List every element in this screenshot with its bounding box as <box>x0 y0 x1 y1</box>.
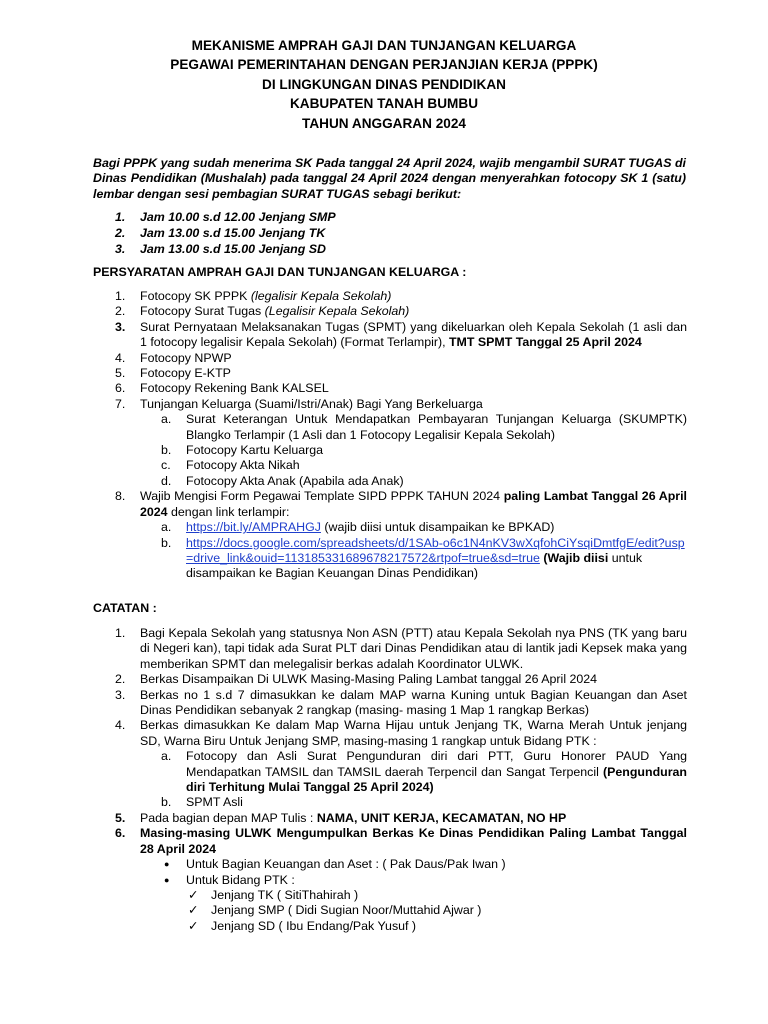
title-line-5: TAHUN ANGGARAN 2024 <box>302 115 466 131</box>
note-item: 2. Berkas Disampaikan Di ULWK Masing-Masing Paling Lambat tanggal 26 April 2024 <box>115 672 598 687</box>
note-bullet: ● Untuk Bagian Keuangan dan Aset : ( Pak Daus/Pak Iwan ) <box>164 857 506 872</box>
note-subitem: a. Fotocopy dan Asli Surat Pengunduran diri dari PTT, Guru Honorer PAUD Yang Mendapatkan TAMSIL dan TAMSIL daerah Terpencil dan Sangat Terpencil (Pengunduran diri Terhitung Mulai Tanggal 25 April 2024) <box>161 749 687 795</box>
requirement-item: 1. Fotocopy SK PPPK (legalisir Kepala Sekolah) <box>115 289 392 303</box>
notes-list <box>115 626 687 934</box>
note-subitem: b. SPMT Asli <box>161 795 243 810</box>
note-item: 6. Masing-masing ULWK Mengumpulkan Berkas Ke Dinas Pendidikan Paling Lambat Tanggal 28 April 2024 <box>115 826 687 856</box>
note-item: 4. Berkas dimasukkan Ke dalam Map Warna Hijau untuk Jenjang TK, Warna Merah Untuk jenjang SD, Warna Biru Untuk Jenjang SMP, masing-masing 1 rangkap untuk Bidang PTK : <box>115 718 687 748</box>
requirement-item: 7. Tunjangan Keluarga (Suami/Istri/Anak) Bagi Yang Berkeluarga <box>115 396 483 411</box>
requirement-item: 8. Wajib Mengisi Form Pegawai Template SIPD PPPK TAHUN 2024 paling Lambat Tanggal 26 April 2024 dengan link terlampir: <box>115 489 687 519</box>
title-line-1: MEKANISME AMPRAH GAJI DAN TUNJANGAN KELUARGA <box>191 38 577 53</box>
requirement-item: 3. Surat Pernyataan Melaksanakan Tugas (SPMT) yang dikeluarkan oleh Kepala Sekolah (1 asli dan 1 fotocopy legalisir Kepala Sekolah) (Format Terlampir), TMT SPMT Tanggal 25 April 2024 <box>115 319 687 350</box>
schedule-list <box>115 210 336 258</box>
note-check-item: ✓ Jenjang TK ( SitiThahirah ) <box>188 887 359 902</box>
google-sheet-link[interactable]: https://docs.google.com/spreadsheets/d/1SAb-o6c1N4nKV3wXqfohCiYsqiDmtfgE/edit?usp=drive_link&ouid=113185331689678217572&rtpof=true&sd=true <box>186 535 685 565</box>
note-check-item: ✓ Jenjang SD ( Ibu Endang/Pak Yusuf ) <box>188 918 417 933</box>
requirement-subitem: b. https://docs.google.com/spreadsheets/d/1SAb-o6c1N4nKV3wXqfohCiYsqiDmtfgE/edit?usp=drive_link&ouid=113185331689678217572&rtpof=true&sd=true (Wajib diisi untuk disampaikan ke Bagian Keuangan Dinas Pendidikan) <box>161 535 685 581</box>
requirements-heading: PERSYARATAN AMPRAH GAJI DAN TUNJANGAN KELUARGA : <box>93 265 467 279</box>
note-check-item: ✓ Jenjang SMP ( Didi Sugian Noor/Muttahid Ajwar ) <box>188 903 482 918</box>
schedule-item: 2. Jam 13.00 s.d 15.00 Jenjang TK <box>115 226 326 240</box>
checkmark-icon: ✓ <box>188 903 199 918</box>
schedule-item: 1. Jam 10.00 s.d 12.00 Jenjang SMP <box>115 210 336 224</box>
checkmark-icon: ✓ <box>188 887 199 902</box>
note-bullet: ● Untuk Bidang PTK : <box>164 872 295 887</box>
requirement-item: 4. Fotocopy NPWP <box>115 350 232 365</box>
note-item: 1. Bagi Kepala Sekolah yang statusnya Non ASN (PTT) atau Kepala Sekolah nya PNS (TK yang baru di Negeri kan), tapi tidak ada Surat PLT dari Dinas Pendidikan atau di lantik jadi Kepsek maka yang memberikan SPMT dan melegalisir berkas adalah Koordinator ULWK. <box>115 626 687 671</box>
bitly-link[interactable]: https://bit.ly/AMPRAHGJ <box>186 520 321 535</box>
note-item: 3. Berkas no 1 s.d 7 dimasukkan ke dalam MAP warna Kuning untuk Bagian Keuangan dan Aset Dinas Pendidikan sebanyak 2 rangkap (masing- masing 1 Map 1 rangkap Berkas) <box>115 687 687 718</box>
schedule-item: 3. Jam 13.00 s.d 15.00 Jenjang SD <box>115 242 326 256</box>
notes-heading: CATATAN : <box>93 601 157 615</box>
checkmark-icon: ✓ <box>188 918 199 933</box>
bullet-icon: ● <box>164 859 170 870</box>
title-line-3: DI LINGKUNGAN DINAS PENDIDIKAN <box>262 76 506 92</box>
note-item: 5. Pada bagian depan MAP Tulis : NAMA, UNIT KERJA, KECAMATAN, NO HP <box>115 810 567 825</box>
requirement-subitem: a. https://bit.ly/AMPRAHGJ (wajib diisi untuk disampaikan ke BPKAD) <box>161 520 555 535</box>
title-line-4: KABUPATEN TANAH BUMBU <box>289 96 479 112</box>
requirements-list <box>115 289 687 582</box>
requirement-item: 6. Fotocopy Rekening Bank KALSEL <box>115 381 329 396</box>
requirement-item: 5. Fotocopy E-KTP <box>115 366 231 381</box>
requirement-subitem: a. Surat Keterangan Untuk Mendapatkan Pembayaran Tunjangan Keluarga (SKUMPTK) Blangko Terlampir (1 Asli dan 1 Fotocopy Legalisir Kepala Sekolah) <box>161 412 687 442</box>
bullet-icon: ● <box>164 874 170 885</box>
requirement-subitem: d. Fotocopy Akta Anak (Apabila ada Anak) <box>161 473 404 488</box>
document-title <box>0 36 768 133</box>
requirement-item: 2. Fotocopy Surat Tugas (Legalisir Kepala Sekolah) <box>115 304 410 319</box>
requirement-subitem: c. Fotocopy Akta Nikah <box>161 458 300 473</box>
title-line-2: PEGAWAI PEMERINTAHAN DENGAN PERJANJIAN KERJA (PPPK) <box>170 57 598 73</box>
intro-paragraph: Bagi PPPK yang sudah menerima SK Pada tanggal 24 April 2024, wajib mengambil SURAT TUGAS di Dinas Pendidikan (Mushalah) pada tanggal 24 April 2024 dengan menyerahkan fotocopy SK 1 (satu) lembar dengan sesi pembagian SURAT TUGAS sebagi berikut: <box>93 156 686 201</box>
requirement-subitem: b. Fotocopy Kartu Keluarga <box>161 443 324 458</box>
